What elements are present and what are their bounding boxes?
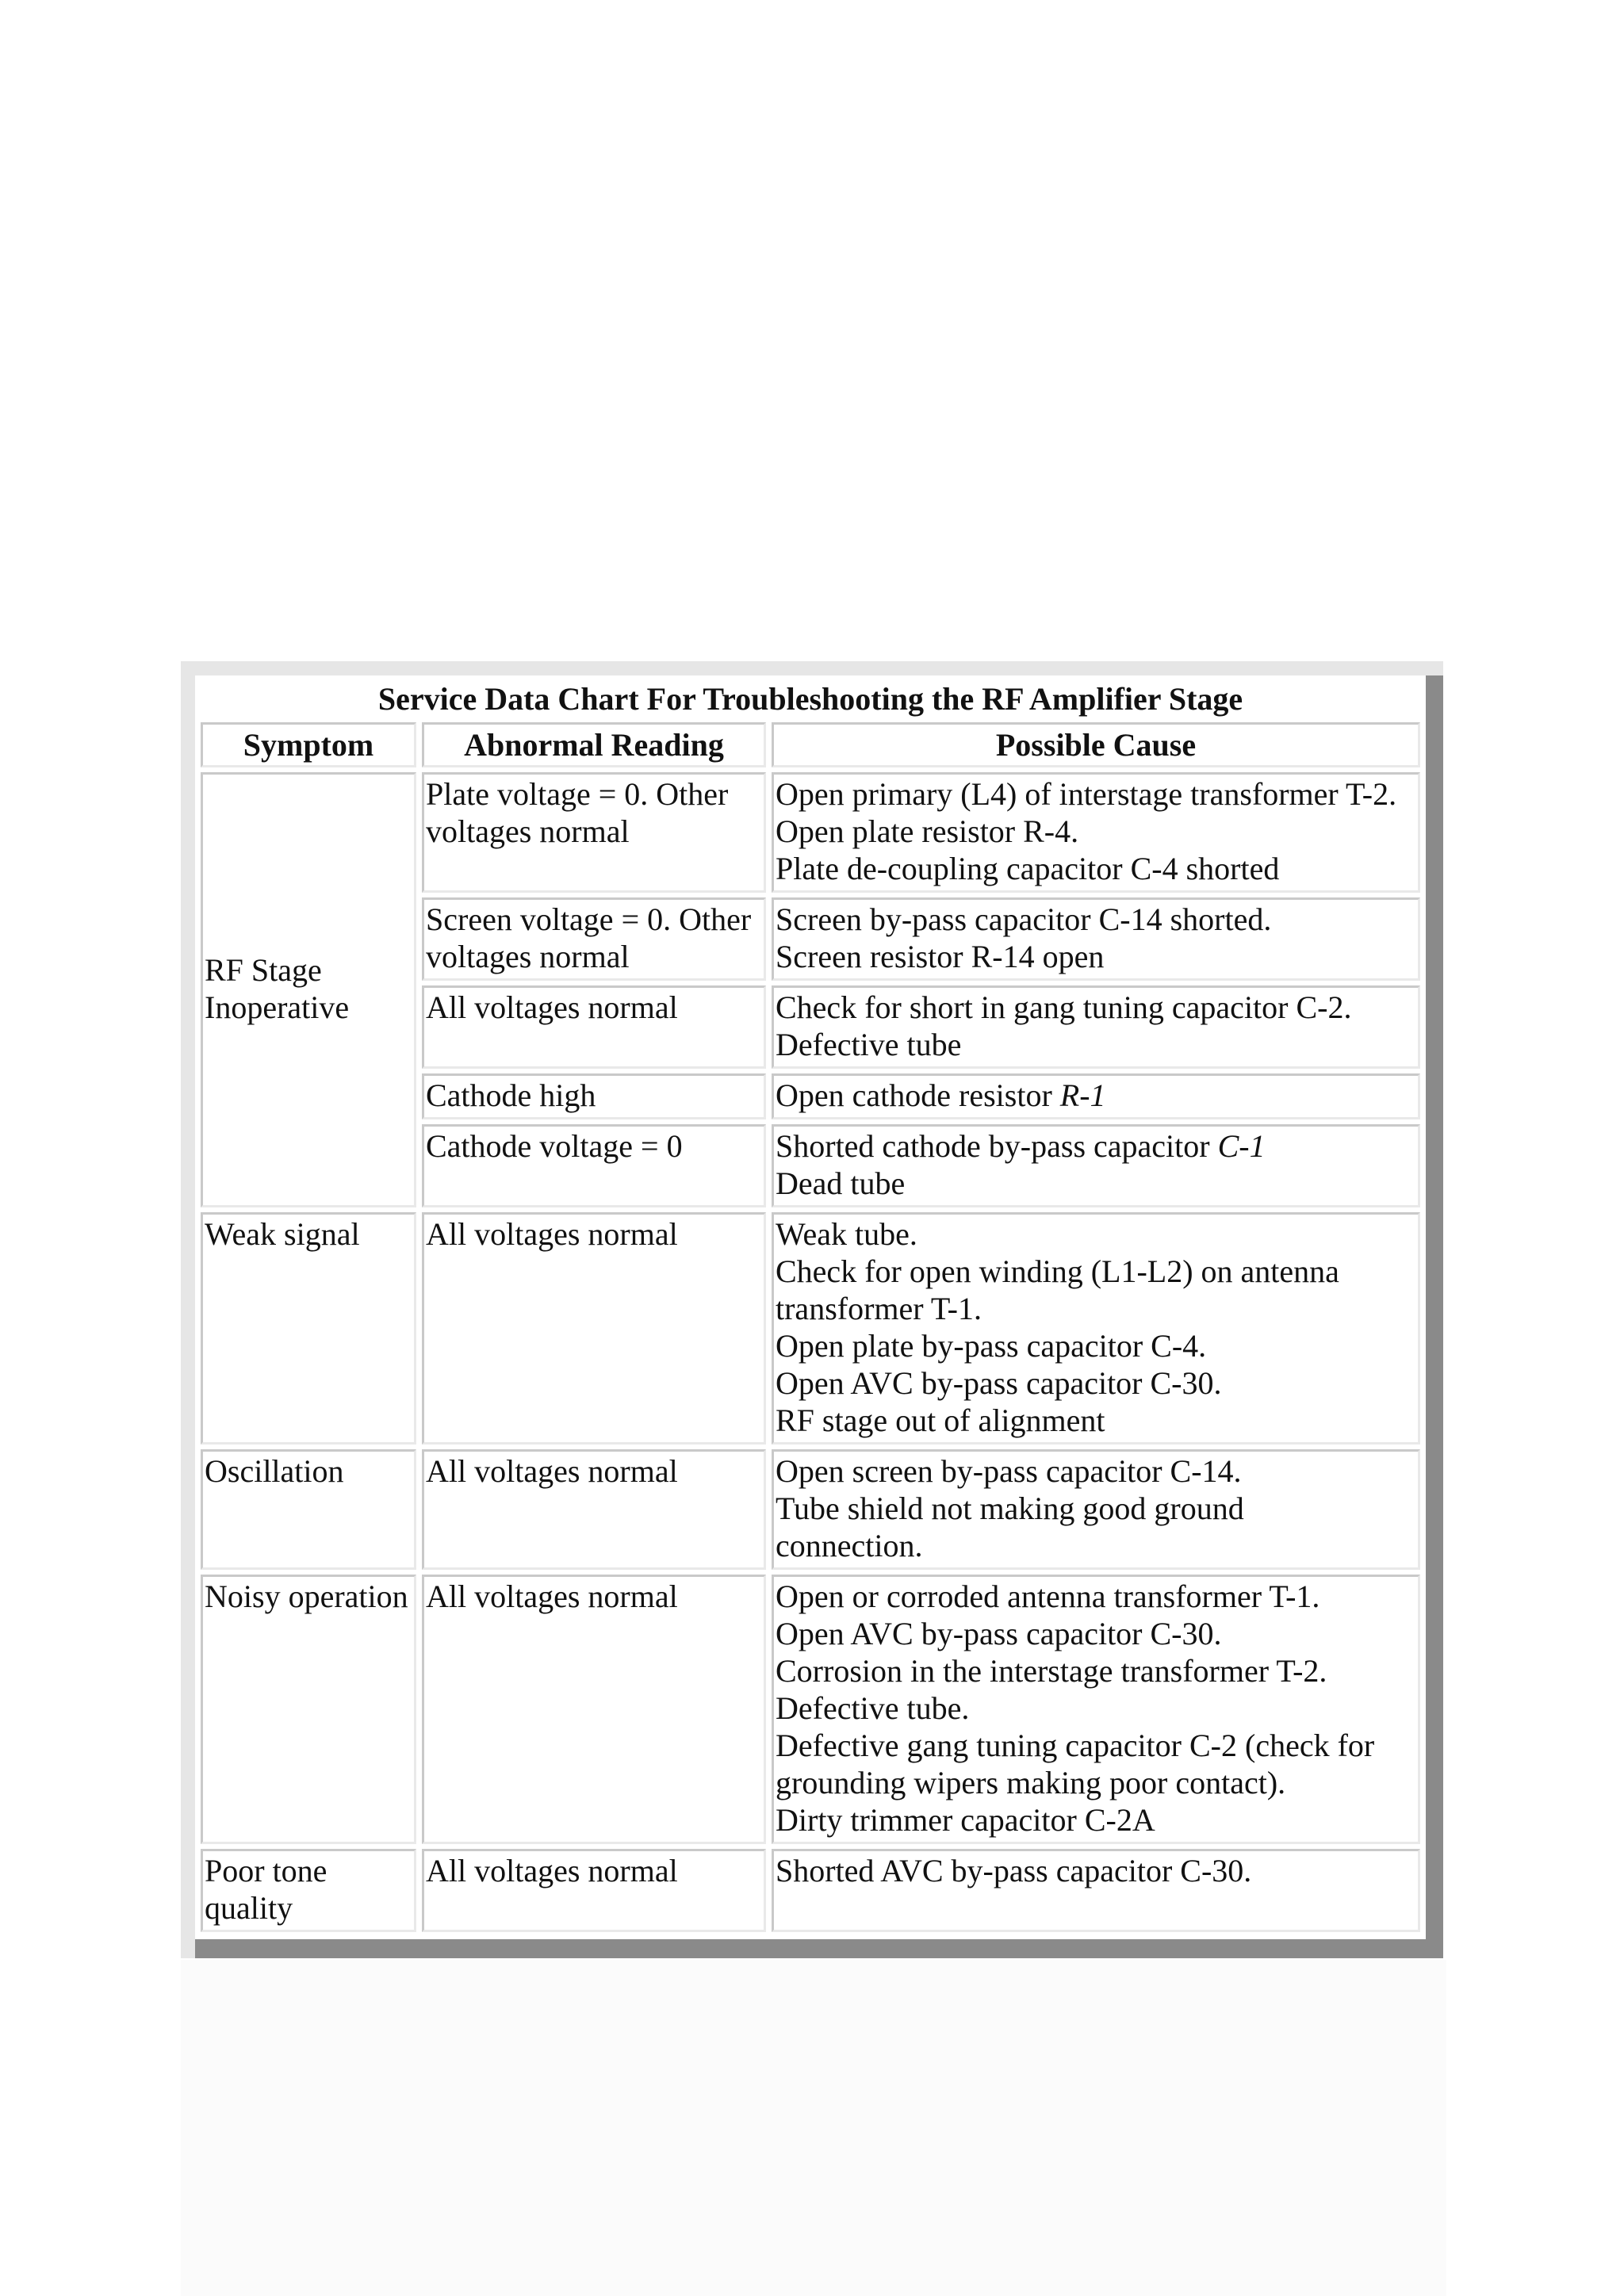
cause-cell [772,1212,1420,1445]
reading-text: All voltages normal [426,1453,678,1489]
symptom-text: Poor tone quality [205,1853,327,1926]
reading-cell [422,1849,766,1932]
reading-text: Plate voltage = 0. Other voltages normal [426,776,729,849]
cause-line: Tube shield not making good ground connection. [776,1490,1244,1563]
cause-text: Open cathode resistor [776,1077,1052,1113]
symptom-text: RF Stage Inoperative [205,952,350,1025]
cause-cell [772,985,1420,1069]
cause-line: Corrosion in the interstage transformer T-2. [776,1653,1327,1689]
reading-cell [422,1073,766,1119]
cause-cell [772,1073,1420,1119]
component-ref: R-1 [1059,1077,1106,1113]
reading-text: All voltages normal [426,989,678,1025]
cause-cell [772,897,1420,981]
cause-line: Dirty trimmer capacitor C-2A [776,1802,1155,1838]
table-sheet [195,675,1426,1939]
table-row [201,1575,1420,1844]
cause-line: Screen by-pass capacitor C-14 shorted. [776,901,1272,937]
page-background-band [181,1960,1446,2296]
cause-line: Open primary (L4) of interstage transformer T-2. [776,776,1397,812]
table-frame [181,661,1443,1958]
reading-cell [422,1449,766,1570]
cause-line: Defective tube. [776,1690,970,1726]
symptom-cell [201,1212,416,1445]
table-row [201,1449,1420,1570]
reading-text: Screen voltage = 0. Other voltages normal [426,901,752,974]
cause-line: Open plate resistor R-4. [776,813,1079,849]
table-row [201,1849,1420,1932]
cause-line: Plate de-coupling capacitor C-4 shorted [776,851,1280,886]
symptom-cell [201,772,416,1207]
reading-cell [422,1124,766,1207]
cause-line: Shorted AVC by-pass capacitor C-30. [776,1853,1252,1888]
cause-cell [772,1124,1420,1207]
reading-cell [422,1575,766,1844]
cause-line: Open plate by-pass capacitor C-4. [776,1328,1207,1364]
cause-line: Open AVC by-pass capacitor C-30. [776,1616,1222,1651]
reading-cell [422,772,766,893]
cause-line [776,1077,1416,1114]
header-symptom: Symptom [201,722,416,767]
cause-line: Defective tube [776,1027,962,1062]
symptom-text: Noisy operation [205,1578,408,1614]
reading-cell [422,897,766,981]
reading-text: All voltages normal [426,1853,678,1888]
cause-line: Check for short in gang tuning capacitor C-2. [776,989,1352,1025]
cause-cell [772,1575,1420,1844]
cause-cell [772,772,1420,893]
cause-text: Shorted cathode by-pass capacitor [776,1128,1210,1164]
symptom-text: Weak signal [205,1216,360,1252]
service-data-table [195,675,1426,1937]
component-ref: C-1 [1217,1128,1266,1164]
cause-line: Open AVC by-pass capacitor C-30. [776,1365,1222,1401]
symptom-cell [201,1449,416,1570]
cause-cell [772,1449,1420,1570]
frame-highlight-top [181,661,1443,675]
header-abnormal-reading: Abnormal Reading [422,722,766,767]
reading-text: All voltages normal [426,1578,678,1614]
reading-cell [422,985,766,1069]
reading-cell [422,1212,766,1445]
cause-line: Screen resistor R-14 open [776,939,1105,974]
table-title: Service Data Chart For Troubleshooting the RF Amplifier Stage [377,681,1243,717]
table-row [201,1212,1420,1445]
cause-line: Dead tube [776,1165,906,1201]
cause-line: Weak tube. [776,1216,917,1252]
cause-line: Open screen by-pass capacitor C-14. [776,1453,1242,1489]
table-row [201,772,1420,893]
cause-line: RF stage out of alignment [776,1402,1105,1438]
frame-highlight-left [181,661,195,1958]
reading-text: Cathode voltage = 0 [426,1128,683,1164]
cause-line: Defective gang tuning capacitor C-2 (check for grounding wipers making poor contact). [776,1728,1375,1800]
cause-line: Open or corroded antenna transformer T-1. [776,1578,1320,1614]
reading-text: All voltages normal [426,1216,678,1252]
symptom-text: Oscillation [205,1453,344,1489]
symptom-cell [201,1849,416,1932]
header-possible-cause: Possible Cause [772,722,1420,767]
cause-line: Check for open winding (L1-L2) on antenna transformer T-1. [776,1253,1339,1326]
symptom-cell [201,1575,416,1844]
title-row [201,680,1420,718]
cause-line [776,1127,1416,1165]
header-row [201,722,1420,767]
reading-text: Cathode high [426,1077,596,1113]
cause-cell [772,1849,1420,1932]
